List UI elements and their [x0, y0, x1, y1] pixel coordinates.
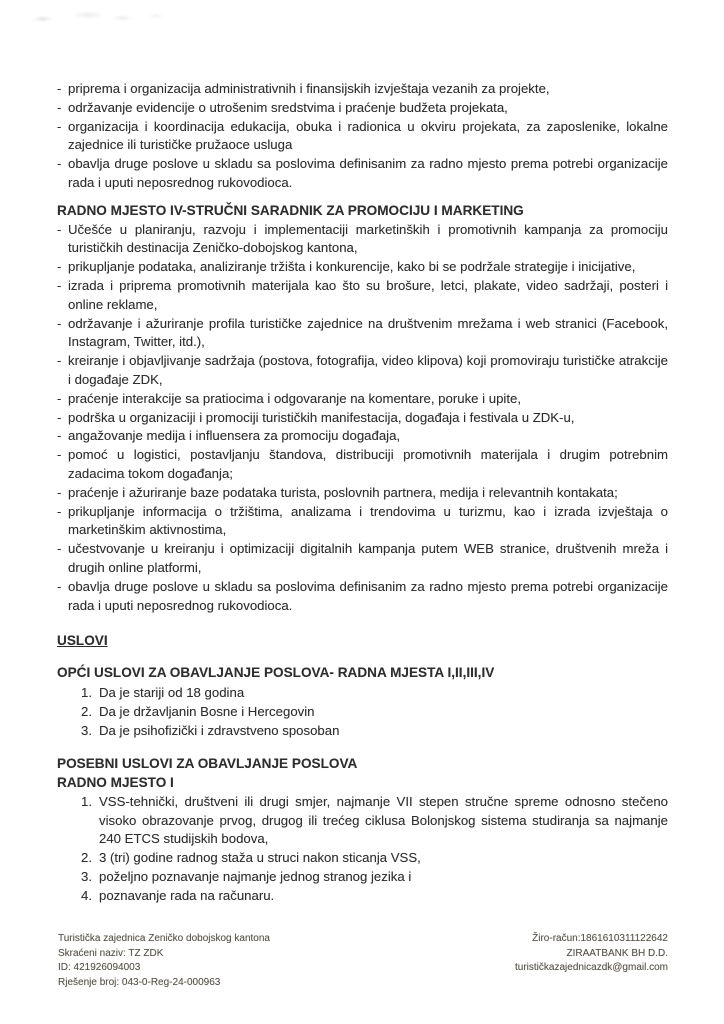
bullet-dash: - [57, 390, 62, 406]
list-item [81, 722, 668, 741]
list-item [81, 887, 668, 906]
item-number: 2. [81, 703, 92, 719]
bullet-dash: - [57, 118, 62, 134]
bullet-text: podrška u organizaciji i promociji turističkih manifestacija, događaja i festivala u ZDK-u, [68, 409, 575, 425]
list-item [57, 258, 668, 277]
bullet-dash: - [57, 221, 62, 237]
item-number: 2. [81, 850, 92, 866]
bullet-text: održavanje evidencije o utrošenim sredstvima i praćenje budžeta projekata, [68, 99, 508, 115]
bullet-dash: - [57, 259, 62, 275]
bullet-dash: - [57, 578, 62, 594]
opci-uslovi-heading: OPĆI USLOVI ZA OBAVLJANJE POSLOVA- RADNA MJESTA I,II,III,IV [57, 665, 495, 681]
item-text: Da je psihofizički i zdravstveno sposoban [99, 722, 340, 738]
list-item [81, 684, 668, 703]
list-item [57, 221, 668, 259]
list-item [81, 849, 668, 868]
item-text: poželjno poznavanje najmanje jednog stranog jezika i [99, 869, 412, 885]
bullet-text: Učešće u planiranju, razvoju i implementaciji marketinških i promotivnih kampanja za promociju turističkih destinacija Zeničko-dobojskog kantona, [68, 221, 668, 256]
list-item [57, 578, 668, 616]
bullet-text: učestvovanje u kreiranju i optimizaciji digitalnih kampanja putem WEB stranice, društvenih mreža i drugih online platformi, [68, 541, 668, 575]
bullet-dash: - [57, 353, 62, 369]
item-number: 4. [81, 887, 92, 903]
bullet-dash: - [57, 99, 62, 115]
list-item [57, 446, 668, 484]
list-item [57, 99, 668, 118]
list-item [57, 540, 668, 578]
scan-smudge-artifact [28, 7, 178, 29]
footer-line: Žiro-račun:1861610311122642 [532, 933, 668, 944]
list-item [57, 503, 668, 541]
item-text: Da je državljanin Bosne i Hercegovin [99, 703, 315, 719]
bullet-dash: - [57, 315, 62, 331]
posebni-uslovi-list [57, 793, 668, 906]
bullet-text: obavlja druge poslove u skladu sa poslovima definisanim za radno mjesto prema potrebi organizacije rada i uputi neposrednog rukovodioca. [68, 578, 668, 613]
footer-line: turističkazajednicazdk@gmail.com [515, 962, 668, 973]
bullet-dash: - [57, 81, 62, 96]
bullet-dash: - [57, 541, 62, 557]
list-item [57, 352, 668, 390]
item-number: 3. [81, 869, 92, 885]
footer-organization-info [58, 932, 270, 990]
bullet-dash: - [57, 277, 62, 293]
marketing-duties-list [57, 221, 668, 616]
list-item [57, 390, 668, 409]
bullet-text: izrada i priprema promotivnih materijala kao što su brošure, letci, plakate, video sadržaji, posteri i online reklame, [68, 277, 668, 312]
list-item [81, 793, 668, 849]
list-item [57, 277, 668, 315]
list-item [57, 118, 668, 156]
list-item [81, 703, 668, 722]
bullet-text: praćenje interakcije sa pratiocima i odgovaranje na komentare, poruke i upite, [68, 390, 522, 406]
document-body [57, 80, 668, 906]
bullet-text: pomoć u logistici, postavljanju štandova, distribuciji promotivnih materijala i drugim potrebnim zadacima tokom događanja; [68, 447, 668, 481]
bullet-dash: - [57, 484, 62, 500]
item-text: VSS-tehnički, društveni ili drugi smjer, najmanje VII stepen stručne spreme odnosno stečeno visoko obrazovanje prvog, drugog ili trećeg ciklusa Bolonjskog sistema studiranja sa najmanje 240 ETCS studijskih bodova, [99, 793, 668, 847]
item-number: 1. [81, 793, 92, 809]
list-item [57, 427, 668, 446]
uslovi-heading: USLOVI [57, 633, 108, 649]
bullet-text: praćenje i ažuriranje baze podataka turista, poslovnih partnera, medija i relevantnih kontakata; [68, 484, 618, 500]
list-item [57, 80, 668, 99]
posebni-uslovi-heading: POSEBNI USLOVI ZA OBAVLJANJE POSLOVA [57, 756, 358, 772]
bullet-dash: - [57, 447, 62, 463]
intro-duties-list [57, 80, 668, 193]
bullet-text: održavanje i ažuriranje profila turističke zajednice na društvenim mrežama i web stranici (Facebook, Instagram, Twitter, itd.), [68, 315, 668, 350]
item-text: poznavanje rada na računaru. [99, 887, 275, 903]
bullet-text: obavlja druge poslove u skladu sa poslovima definisanim za radno mjesto prema potrebi organizacije rada i uputi neposrednog rukovodioca. [68, 156, 668, 190]
radno-mjesto-i-subheading: RADNO MJESTO I [57, 775, 174, 791]
footer-line: Turistička zajednica Zeničko dobojskog kantona [58, 933, 270, 944]
footer-line: Rješenje broj: 043-0-Reg-24-000963 [58, 976, 221, 988]
list-item [81, 868, 668, 887]
list-item [57, 484, 668, 503]
bullet-dash: - [57, 503, 62, 519]
bullet-text: kreiranje i objavljivanje sadržaja (postova, fotografija, video klipova) koji promoviraju turističke atrakcije i događaje ZDK, [68, 353, 668, 387]
footer-line: ZIRAATBANK BH D.D. [566, 947, 668, 959]
item-number: 1. [81, 684, 92, 700]
item-text: 3 (tri) godine radnog staža u struci nakon sticanja VSS, [99, 850, 421, 866]
bullet-text: angažovanje medija i influensera za promociju događaja, [68, 428, 401, 444]
footer-bank-contact-info [515, 932, 668, 990]
page-footer [58, 932, 668, 990]
bullet-dash: - [57, 409, 62, 425]
bullet-text: prikupljanje informacija o tržištima, analizama i trendovima u turizmu, kao i izrada izvještaja o marketinškim aktivnostima, [68, 503, 668, 538]
bullet-dash: - [57, 156, 62, 172]
list-item [57, 409, 668, 428]
bullet-text: organizacija i koordinacija edukacija, obuka i radionica u okviru projekata, za zaposlenike, lokalne zajednice ili turističke pružaoce usluga [68, 118, 668, 153]
footer-line: Skraćeni naziv: TZ ZDK [58, 947, 164, 959]
bullet-text: priprema i organizacija administrativnih i finansijskih izvještaja vezanih za projekte, [68, 81, 550, 96]
bullet-dash: - [57, 428, 62, 444]
opci-uslovi-list [57, 684, 668, 740]
marketing-section-heading: RADNO MJESTO IV-STRUČNI SARADNIK ZA PROMOCIJU I MARKETING [57, 202, 524, 218]
list-item [57, 155, 668, 193]
list-item [57, 315, 668, 353]
bullet-text: prikupljanje podataka, analiziranje tržišta i konkurencije, kako bi se podržale strategije i inicijative, [68, 259, 636, 275]
item-number: 3. [81, 722, 92, 738]
footer-line: ID: 421926094003 [58, 962, 141, 973]
item-text: Da je stariji od 18 godina [99, 684, 245, 700]
